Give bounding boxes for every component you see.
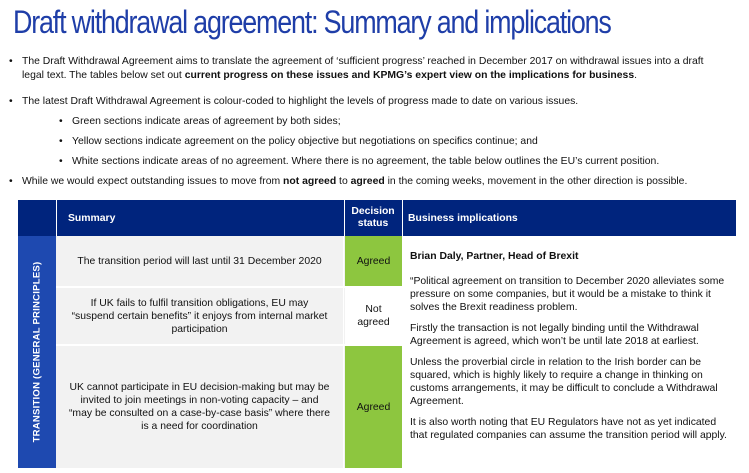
section-label: TRANSITION (GENERAL PRINCIPLES): [31, 261, 43, 443]
header-decision-line2: status: [357, 218, 389, 229]
section-side-band: [18, 236, 56, 468]
row-2-status-badge: Not agreed: [345, 288, 402, 344]
intro-bullet-2: • The latest Draft Withdrawal Agreement is colour-coded to highlight the levels of progress made to date on various issues.: [22, 95, 722, 109]
summary-table: [18, 200, 736, 468]
intro-bullet-3-end: in the coming weeks, movement in the other direction is possible.: [384, 176, 688, 187]
header-summary: Summary: [56, 200, 344, 236]
row-1-status-badge: Agreed: [345, 236, 402, 286]
sub-bullet-yellow: • Yellow sections indicate agreement on the policy objective but negotiations on specifics continue; and: [72, 135, 732, 149]
row-3-summary: UK cannot participate in EU decision-making but may be invited to join meetings in non-voting capacity – and “may be consulted on a case-by-case basis” where there is a need for coordination: [56, 346, 344, 468]
header-blank-cell: [18, 200, 56, 236]
intro-bullet-1-text: The Draft Withdrawal Agreement aims to translate the agreement of ‘sufficient progress’ reached in December 2017 on withdrawal issues into a draft legal text. The tables below set out: [22, 56, 704, 81]
header-business-implications: Business implications: [402, 200, 736, 236]
intro-bullet-3-bold-agreed: agreed: [350, 176, 385, 187]
header-divider: [402, 200, 403, 236]
business-paragraph-2: Firstly the transaction is not legally binding until the Withdrawal Agreement is agreed, which won’t be until late 2018 at earliest.: [410, 323, 699, 347]
row-1-summary: The transition period will last until 31 December 2020: [56, 236, 344, 286]
header-decision-line1: Decision: [351, 206, 395, 217]
page-title: Draft withdrawal agreement: Summary and implications: [13, 4, 611, 40]
intro-bullet-1-bold: current progress on these issues and KPMG’s expert view on the implications for business: [184, 70, 635, 81]
header-divider: [56, 200, 57, 236]
header-decision-status: [344, 200, 402, 236]
business-implications-cell: [402, 236, 736, 468]
business-paragraph-3: Unless the proverbial circle in relation to the Irish border can be squared, which is highly likely to require a change in thinking on customs arrangements, it may be difficult to conclude a Withdrawal Agreement.: [410, 357, 718, 407]
header-divider: [344, 200, 345, 236]
business-paragraph-4: It is also worth noting that EU Regulators have not as yet indicated that regulated companies can assume the transition period will apply.: [410, 417, 727, 441]
row-3-status-badge: Agreed: [345, 346, 402, 468]
intro-bullet-1: [22, 55, 722, 83]
intro-bullet-3-mid: to: [336, 176, 351, 187]
intro-bullet-1-end: .: [634, 70, 638, 81]
business-author: Brian Daly, Partner, Head of Brexit: [410, 251, 579, 262]
business-paragraph-1: “Political agreement on transition to December 2020 alleviates some pressure on some companies, but it would be a mistake to think it solves the Brexit readiness problem.: [410, 276, 725, 313]
intro-bullet-3-bold-not-agreed: not agreed: [283, 176, 337, 187]
intro-bullet-3: [22, 175, 722, 189]
sub-bullet-white: • White sections indicate areas of no agreement. Where there is no agreement, the table below outlines the EU’s current position.: [72, 155, 732, 169]
intro-bullet-3-text: While we would expect outstanding issues to move from: [22, 176, 284, 187]
sub-bullet-green: • Green sections indicate areas of agreement by both sides;: [72, 115, 732, 129]
row-2-summary: If UK fails to fulfil transition obligations, EU may “suspend certain benefits” it enjoys from internal market participation: [56, 288, 344, 344]
header-decision-text: [351, 206, 394, 230]
